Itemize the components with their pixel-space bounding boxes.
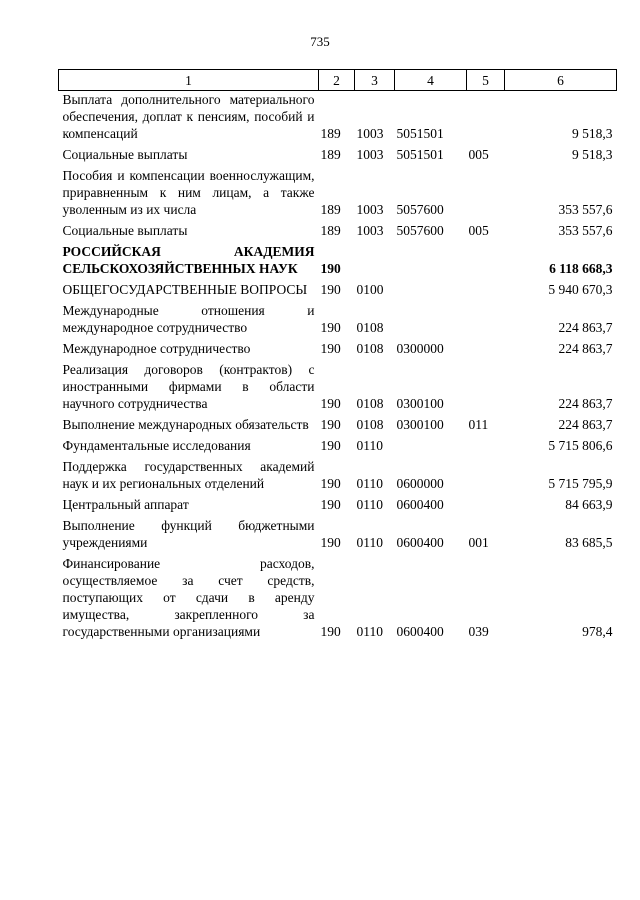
row-section-cell: 0110	[356, 476, 383, 491]
row-code-cell: 190	[320, 624, 341, 639]
row-code-cell: 190	[320, 438, 341, 453]
row-code-cell: 189	[320, 223, 341, 238]
row-name-cell: Поддержка государственных академий наук и их региональных отделений	[62, 459, 315, 491]
row-section-cell: 1003	[356, 126, 384, 141]
row-expense-type-cell	[467, 91, 505, 147]
row-target-cell: 5051501	[396, 147, 444, 162]
row-target-cell	[395, 243, 467, 281]
row-expense-type-cell: 011	[468, 417, 489, 432]
row-amount-cell: 353 557,6	[558, 202, 613, 217]
row-expense-type-cell	[467, 340, 505, 361]
row-name-cell: Международное сотрудничество	[62, 341, 251, 356]
row-amount-cell: 84 663,9	[565, 497, 613, 512]
row-amount-cell: 9 518,3	[572, 126, 613, 141]
row-section-cell	[355, 243, 395, 281]
row-target-cell: 0300100	[396, 417, 444, 432]
page-number: 735	[310, 34, 330, 49]
column-header: 4	[395, 70, 467, 91]
column-header: 3	[355, 70, 395, 91]
row-expense-type-cell	[467, 281, 505, 302]
row-name-cell: Социальные выплаты	[62, 223, 188, 238]
budget-table	[58, 69, 617, 644]
row-name-cell: Выполнение функций бюджетными учреждениями	[62, 518, 315, 550]
row-name-cell: Финансирование расходов, осуществляемое за счет средств, поступающих от сдачи в аренду имущества, закрепленного за государственными организациями	[62, 556, 315, 639]
row-code-cell: 190	[320, 535, 341, 550]
row-expense-type-cell	[467, 458, 505, 496]
row-code-cell: 190	[320, 417, 341, 432]
row-target-cell: 0300100	[396, 396, 444, 411]
row-name-cell: Выплата дополнительного материального обеспечения, доплат к пенсиям, пособий и компенсаций	[62, 92, 315, 141]
column-header: 5	[467, 70, 505, 91]
row-expense-type-cell	[467, 302, 505, 340]
row-amount-cell: 5 940 670,3	[548, 282, 613, 297]
row-section-cell: 0110	[356, 624, 383, 639]
row-code-cell: 190	[320, 320, 341, 335]
row-amount-cell: 224 863,7	[558, 341, 613, 356]
row-expense-type-cell	[467, 437, 505, 458]
table-row	[59, 496, 617, 517]
table-row	[59, 167, 617, 222]
row-target-cell	[395, 281, 467, 302]
row-code-cell: 190	[320, 341, 341, 356]
row-name-cell: Социальные выплаты	[62, 147, 188, 162]
table-row	[59, 243, 617, 281]
row-section-cell: 0108	[356, 341, 384, 356]
row-name-cell: РОССИЙСКАЯ АКАДЕМИЯ СЕЛЬСКОХОЗЯЙСТВЕННЫХ НАУК	[62, 244, 315, 276]
table-row	[59, 517, 617, 555]
table-row	[59, 458, 617, 496]
row-name-cell: Выполнение международных обязательств	[62, 417, 309, 432]
row-name-cell: Пособия и компенсации военнослужащим, приравненным к ним лицам, а также уволенным из их числа	[62, 168, 315, 217]
row-name-cell: Фундаментальные исследования	[62, 438, 251, 453]
row-target-cell	[395, 437, 467, 458]
row-target-cell: 0600400	[396, 535, 444, 550]
row-amount-cell: 6 118 668,3	[549, 261, 613, 276]
table-row	[59, 302, 617, 340]
row-name-cell: Центральный аппарат	[62, 497, 189, 512]
table-row	[59, 222, 617, 243]
row-amount-cell: 224 863,7	[558, 396, 613, 411]
row-code-cell: 190	[320, 396, 341, 411]
column-header: 2	[319, 70, 355, 91]
column-header: 1	[59, 70, 319, 91]
row-code-cell: 190	[320, 282, 341, 297]
row-section-cell: 0108	[356, 320, 384, 335]
row-code-cell: 189	[320, 147, 341, 162]
row-section-cell: 1003	[356, 147, 384, 162]
row-amount-cell: 9 518,3	[572, 147, 613, 162]
table-row	[59, 437, 617, 458]
row-code-cell: 190	[320, 497, 341, 512]
row-section-cell: 0110	[356, 497, 383, 512]
row-expense-type-cell: 039	[468, 624, 489, 639]
row-section-cell: 0100	[356, 282, 384, 297]
table-row	[59, 555, 617, 644]
row-expense-type-cell	[467, 361, 505, 416]
row-target-cell	[395, 302, 467, 340]
row-amount-cell: 224 863,7	[558, 417, 613, 432]
row-target-cell: 5057600	[396, 223, 444, 238]
row-expense-type-cell: 005	[468, 223, 489, 238]
row-section-cell: 0108	[356, 417, 384, 432]
row-section-cell: 1003	[356, 202, 384, 217]
row-amount-cell: 83 685,5	[565, 535, 613, 550]
row-amount-cell: 5 715 795,9	[548, 476, 613, 491]
table-row	[59, 146, 617, 167]
row-section-cell: 0108	[356, 396, 384, 411]
table-row	[59, 340, 617, 361]
row-section-cell: 1003	[356, 223, 384, 238]
row-expense-type-cell	[467, 243, 505, 281]
row-expense-type-cell: 005	[468, 147, 489, 162]
row-target-cell: 5051501	[396, 126, 444, 141]
row-amount-cell: 224 863,7	[558, 320, 613, 335]
table-row	[59, 91, 617, 147]
row-target-cell: 0600000	[396, 476, 444, 491]
table-row	[59, 361, 617, 416]
table-row	[59, 416, 617, 437]
row-target-cell: 0600400	[396, 624, 444, 639]
row-target-cell: 0600400	[396, 497, 444, 512]
row-section-cell: 0110	[356, 535, 383, 550]
row-code-cell: 189	[320, 126, 341, 141]
row-target-cell: 0300000	[396, 341, 444, 356]
row-expense-type-cell	[467, 167, 505, 222]
row-target-cell: 5057600	[396, 202, 444, 217]
table-row	[59, 281, 617, 302]
row-name-cell: Международные отношения и международное сотрудничество	[62, 303, 315, 335]
row-name-cell: ОБЩЕГОСУДАРСТВЕННЫЕ ВОПРОСЫ	[62, 282, 308, 297]
row-amount-cell: 978,4	[582, 624, 613, 639]
table-body	[59, 91, 617, 645]
row-expense-type-cell: 001	[468, 535, 489, 550]
table-header-row	[59, 70, 617, 91]
row-amount-cell: 5 715 806,6	[548, 438, 613, 453]
row-code-cell: 190	[320, 476, 341, 491]
row-section-cell: 0110	[356, 438, 383, 453]
row-amount-cell: 353 557,6	[558, 223, 613, 238]
row-code-cell: 189	[320, 202, 341, 217]
row-expense-type-cell	[467, 496, 505, 517]
row-name-cell: Реализация договоров (контрактов) с иностранными фирмами в области научного сотрудничества	[62, 362, 315, 411]
row-code-cell: 190	[320, 261, 341, 276]
column-header: 6	[505, 70, 617, 91]
